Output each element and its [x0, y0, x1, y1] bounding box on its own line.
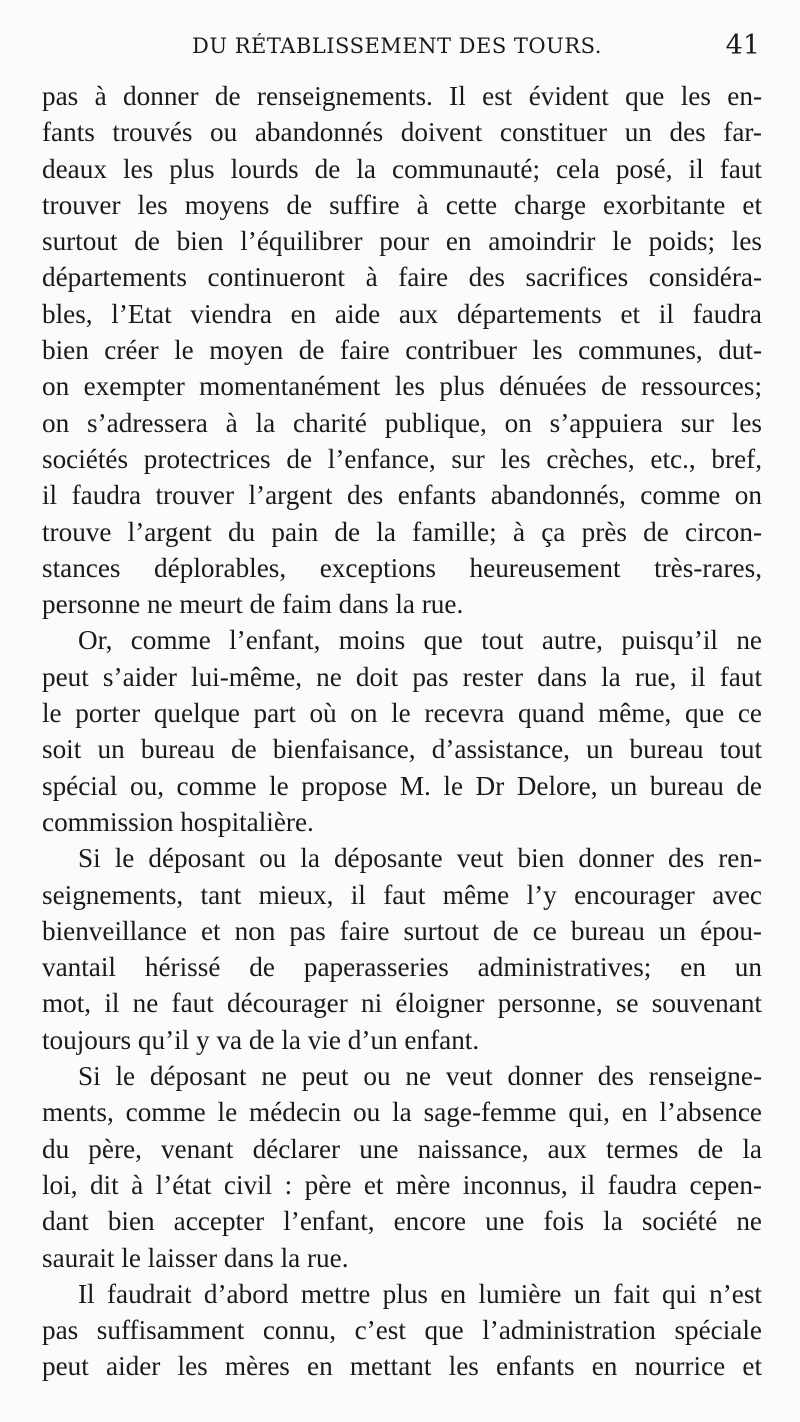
text-line: surtout de bien l’équilibrer pour en amoindrir le poids; les: [42, 226, 762, 257]
text-line: mot, il ne faut décourager ni éloigner personne, se souvenant: [42, 988, 762, 1019]
page-number: 41: [725, 30, 760, 61]
text-line: bles, l’Etat viendra en aide aux départements et il faudra: [42, 298, 762, 329]
text-line: toujours qu’il y va de la vie d’un enfant.: [42, 1024, 480, 1055]
text-line: fants trouvés ou abandonnés doivent constituer un des far-: [42, 117, 762, 148]
text-line: on s’adressera à la charité publique, on s’appuiera sur les: [42, 407, 762, 438]
text-line: ments, comme le médecin ou la sage-femme qui, en l’absence: [42, 1097, 762, 1128]
text-line: personne ne meurt de faim dans la rue.: [42, 589, 464, 620]
text-line: sociétés protectrices de l’enfance, sur les crèches, etc., bref,: [42, 443, 762, 474]
body-text: [42, 78, 762, 1385]
text-line: bienveillance et non pas faire surtout de ce bureau un épou-: [42, 915, 762, 946]
text-line: saurait le laisser dans la rue.: [42, 1242, 349, 1273]
text-line: loi, dit à l’état civil : père et mère inconnus, il faudra cepen-: [42, 1169, 762, 1200]
text-line: dant bien accepter l’enfant, encore une fois la société ne: [42, 1206, 762, 1237]
text-line: pas suffisamment connu, c’est que l’administration spéciale: [42, 1315, 762, 1346]
text-line: trouver les moyens de suffire à cette charge exorbitante et: [42, 189, 762, 220]
text-line: peut aider les mères en mettant les enfants en nourrice et: [42, 1351, 762, 1382]
text-line: Il faudrait d’abord mettre plus en lumière un fait qui n’est: [78, 1278, 762, 1309]
text-line: stances déplorables, exceptions heureusement très-rares,: [42, 552, 762, 583]
text-line: du père, venant déclarer une naissance, aux termes de la: [42, 1133, 762, 1164]
text-line: seignements, tant mieux, il faut même l’y encourager avec: [42, 879, 762, 910]
text-line: Si le déposant ne peut ou ne veut donner des renseigne-: [78, 1061, 762, 1092]
text-line: départements continueront à faire des sacrifices considéra-: [42, 262, 762, 293]
text-line: spécial ou, comme le propose M. le Dr Delore, un bureau de: [42, 770, 762, 801]
text-line: bien créer le moyen de faire contribuer les communes, dut-: [42, 335, 762, 366]
text-line: il faudra trouver l’argent des enfants abandonnés, comme on: [42, 480, 762, 511]
text-line: trouve l’argent du pain de la famille; à ça près de circon-: [42, 516, 762, 547]
text-line: on exempter momentanément les plus dénuées de ressources;: [42, 371, 762, 402]
text-line: commission hospitalière.: [42, 806, 314, 837]
text-line: Si le déposant ou la déposante veut bien donner des ren-: [78, 843, 762, 874]
text-line: soit un bureau de bienfaisance, d’assistance, un bureau tout: [42, 734, 762, 765]
text-line: pas à donner de renseignements. Il est évident que les en-: [42, 81, 762, 111]
text-line: vantail hérissé de paperasseries administratives; en un: [42, 952, 762, 983]
text-line: deaux les plus lourds de la communauté; cela posé, il faut: [42, 153, 762, 184]
text-line: Or, comme l’enfant, moins que tout autre, puisqu’il ne: [78, 625, 762, 656]
running-title: DU RÉTABLISSEMENT DES TOURS.: [192, 34, 602, 58]
text-line: le porter quelque part où on le recevra quand même, que ce: [42, 698, 762, 729]
text-line: peut s’aider lui-même, ne doit pas rester dans la rue, il faut: [42, 661, 762, 692]
running-header: [40, 30, 770, 70]
